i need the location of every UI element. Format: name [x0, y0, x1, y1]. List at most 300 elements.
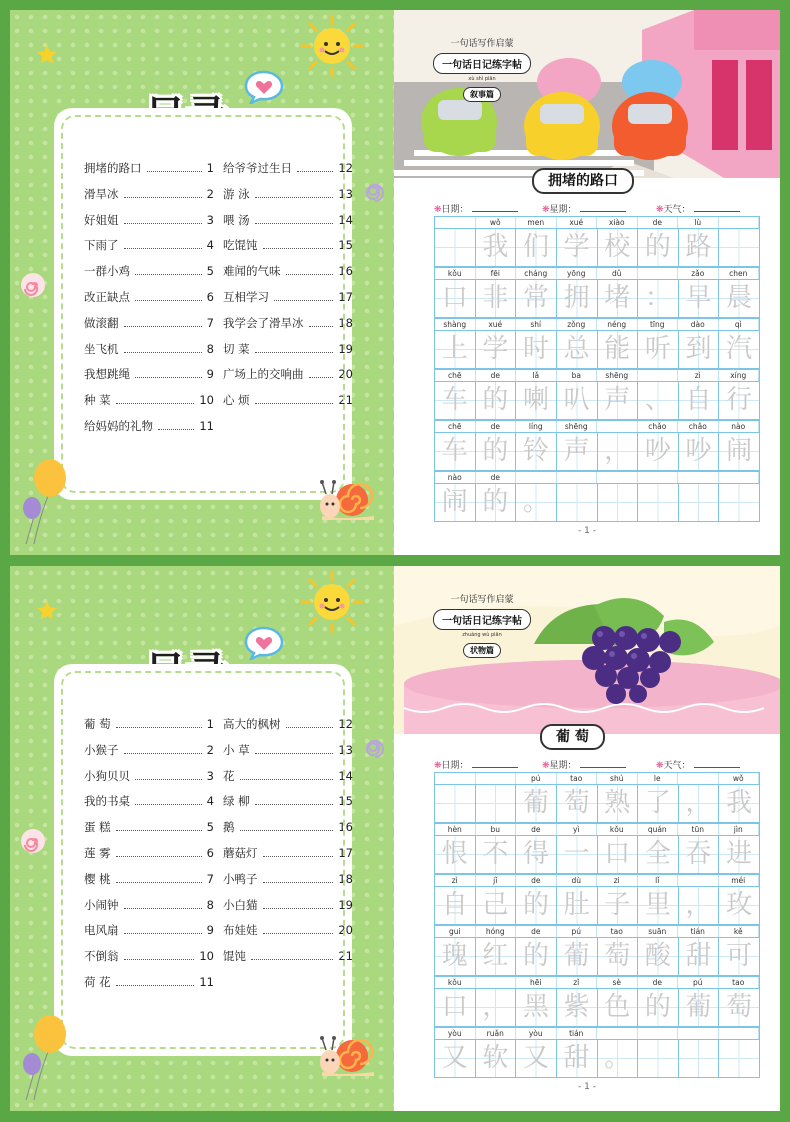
char-cell[interactable]: 上: [435, 331, 476, 368]
char-cell[interactable]: 葡: [557, 938, 598, 975]
pinyin-cell: de: [638, 977, 679, 988]
char-cell[interactable]: 子: [598, 887, 639, 924]
heart-bubble-icon: [244, 626, 284, 660]
char-cell[interactable]: [557, 484, 598, 521]
pinyin-cell: méi: [719, 875, 760, 886]
toc-leader-dots: [255, 797, 334, 805]
pinyin-cell: [597, 1028, 638, 1039]
char-row: [434, 432, 760, 471]
pinyin-cell: [678, 1028, 719, 1039]
pinyin-cell: lǎ: [516, 370, 557, 381]
char-cell[interactable]: ：: [638, 280, 679, 317]
toc-entry[interactable]: [223, 845, 353, 861]
char-cell[interactable]: [719, 229, 759, 266]
toc-entry-page: 3: [206, 768, 214, 783]
toc-entry-title: 互相学习: [223, 290, 269, 304]
toc-leader-dots: [116, 823, 202, 831]
category-badge: 叙事篇: [463, 87, 501, 102]
toc-entry[interactable]: [223, 922, 353, 938]
char-cell[interactable]: 声: [598, 382, 639, 419]
pinyin-cell: tián: [678, 926, 719, 937]
toc-entry-page: 9: [206, 923, 214, 938]
char-cell[interactable]: 熟: [598, 785, 639, 822]
char-cell[interactable]: 的: [516, 887, 557, 924]
pinyin-cell: jǐ: [476, 875, 517, 886]
pinyin-cell: ba: [557, 370, 598, 381]
char-cell[interactable]: 玫: [719, 887, 759, 924]
toc-leader-dots: [286, 267, 334, 275]
toc-entry[interactable]: [223, 160, 353, 176]
char-cell[interactable]: 早: [679, 280, 720, 317]
page-number: - 1 -: [578, 1082, 596, 1092]
char-cell[interactable]: 自: [679, 382, 720, 419]
toc-entry[interactable]: [223, 237, 353, 253]
char-row: [434, 1039, 760, 1078]
toc-entry-page: 14: [338, 212, 353, 227]
char-cell[interactable]: 喇: [516, 382, 557, 419]
char-cell[interactable]: 的: [638, 229, 679, 266]
sun-icon: [300, 14, 364, 78]
char-cell[interactable]: [638, 1040, 679, 1077]
toc-entry[interactable]: [84, 819, 214, 835]
pinyin-row: [434, 267, 760, 279]
char-cell[interactable]: [435, 229, 476, 266]
char-cell[interactable]: 吞: [679, 836, 720, 873]
toc-entry[interactable]: [223, 793, 353, 809]
pinyin-cell: xué: [476, 319, 517, 330]
snail-icon: [318, 476, 378, 522]
toc-entry[interactable]: [84, 897, 214, 913]
toc-entry[interactable]: [84, 793, 214, 809]
toc-entry[interactable]: [84, 768, 214, 784]
toc-leader-dots: [297, 164, 333, 172]
lesson-page: [394, 10, 780, 555]
toc-entry[interactable]: [84, 263, 214, 279]
pinyin-cell: nào: [719, 421, 760, 432]
char-cell[interactable]: 口: [598, 836, 639, 873]
char-cell[interactable]: 堵: [598, 280, 639, 317]
char-cell[interactable]: [638, 484, 679, 521]
toc-entry-page: 9: [206, 367, 214, 382]
pinyin-cell: cháng: [516, 268, 557, 279]
pinyin-cell: chen: [719, 268, 760, 279]
char-cell[interactable]: 又: [435, 1040, 476, 1077]
pinyin-cell: dǔ: [597, 268, 638, 279]
char-cell[interactable]: 吵: [638, 433, 679, 470]
char-cell[interactable]: 闹: [719, 433, 759, 470]
char-cell[interactable]: 总: [557, 331, 598, 368]
pinyin-cell: [557, 472, 598, 483]
week-field[interactable]: ❋星期：: [542, 202, 626, 215]
pinyin-cell: [678, 472, 719, 483]
pinyin-cell: zǐ: [557, 977, 598, 988]
char-cell[interactable]: 叭: [557, 382, 598, 419]
week-label: 星期：: [549, 761, 577, 771]
char-cell[interactable]: 我: [476, 229, 517, 266]
char-cell[interactable]: 铃: [516, 433, 557, 470]
toc-leader-dots: [255, 746, 334, 754]
brand-title: 一句话日记练字帖: [433, 609, 531, 630]
toc-entry-page: 19: [338, 897, 353, 912]
char-cell[interactable]: 路: [679, 229, 720, 266]
char-cell[interactable]: [679, 1040, 720, 1077]
date-field[interactable]: ❋日期：: [434, 202, 518, 215]
char-cell[interactable]: 进: [719, 836, 759, 873]
pinyin-cell: chē: [435, 421, 476, 432]
toc-entry-title: 荷 花: [84, 975, 111, 989]
swirl-icon: [362, 732, 388, 758]
toc-entry-page: 13: [338, 742, 353, 757]
char-cell[interactable]: 全: [638, 836, 679, 873]
toc-entry-page: 21: [338, 393, 353, 408]
pinyin-row: [434, 976, 760, 988]
toc-entry-title: 鹅: [223, 820, 235, 835]
toc-leader-dots: [124, 952, 195, 960]
toc-entry-page: 2: [206, 742, 214, 757]
char-cell[interactable]: 可: [719, 938, 759, 975]
toc-entry[interactable]: [84, 186, 214, 202]
char-cell[interactable]: 口: [435, 989, 476, 1026]
char-cell[interactable]: ，: [598, 433, 639, 470]
swirl-icon: [20, 272, 46, 298]
char-cell[interactable]: 紫: [557, 989, 598, 1026]
toc-entry-title: 蛋 糕: [84, 820, 111, 835]
grid-row: [434, 772, 760, 823]
char-cell[interactable]: 萄: [719, 989, 759, 1026]
pinyin-cell: tián: [557, 1028, 598, 1039]
char-cell[interactable]: 车: [435, 433, 476, 470]
heart-bubble-icon: [244, 70, 284, 104]
toc-leader-dots: [116, 849, 202, 857]
char-cell[interactable]: 到: [679, 331, 720, 368]
char-cell[interactable]: 能: [598, 331, 639, 368]
char-cell[interactable]: 吵: [679, 433, 720, 470]
toc-card: [54, 108, 352, 500]
toc-entry-title: 切 菜: [223, 341, 250, 356]
char-row: [434, 330, 760, 369]
toc-leader-dots: [251, 952, 333, 960]
balloon-icon: [14, 456, 74, 546]
char-cell[interactable]: 我: [719, 785, 759, 822]
toc-leader-dots: [255, 345, 334, 353]
toc-entry[interactable]: [84, 922, 214, 938]
char-cell[interactable]: 车: [435, 382, 476, 419]
toc-entry[interactable]: [223, 768, 353, 784]
pinyin-cell: [678, 773, 719, 784]
pinyin-cell: kǒu: [597, 824, 638, 835]
writing-grid[interactable]: [434, 216, 760, 522]
toc-entry[interactable]: [84, 212, 214, 228]
char-cell[interactable]: [719, 484, 759, 521]
char-cell[interactable]: 甜: [557, 1040, 598, 1077]
char-cell[interactable]: ，: [476, 989, 517, 1026]
pinyin-cell: shēng: [597, 370, 638, 381]
toc-leader-dots: [147, 164, 202, 172]
toc-leader-dots: [135, 293, 202, 301]
char-cell[interactable]: [679, 484, 720, 521]
pinyin-cell: líng: [516, 421, 557, 432]
char-cell[interactable]: 萄: [557, 785, 598, 822]
page-number: - 1 -: [578, 526, 596, 536]
toc-entry-title: 种 菜: [84, 393, 111, 408]
toc-entry[interactable]: [84, 716, 214, 732]
char-cell[interactable]: ，: [679, 887, 720, 924]
toc-leader-dots: [116, 978, 195, 986]
char-cell[interactable]: [598, 484, 639, 521]
toc-leader-dots: [124, 746, 202, 754]
toc-entry-title: 小狗贝贝: [84, 768, 130, 783]
toc-entry-page: 11: [199, 975, 214, 989]
toc-entry[interactable]: [84, 742, 214, 758]
pinyin-cell: pú: [678, 977, 719, 988]
toc-entry-title: 我想跳绳: [84, 367, 130, 382]
toc-entry[interactable]: [223, 897, 353, 913]
char-cell[interactable]: 闹: [435, 484, 476, 521]
toc-entry-page: 15: [338, 238, 353, 253]
pinyin-cell: lǐ: [638, 875, 679, 886]
toc-entry[interactable]: [223, 742, 353, 758]
snail-icon: [318, 1032, 378, 1078]
toc-entry[interactable]: [84, 160, 214, 176]
week-label: 星期：: [549, 205, 577, 215]
char-cell[interactable]: 学: [476, 331, 517, 368]
char-cell[interactable]: 的: [476, 484, 517, 521]
swirl-icon: [362, 176, 388, 202]
toc-entry[interactable]: [223, 212, 353, 228]
week-field[interactable]: ❋星期：: [542, 758, 626, 771]
char-cell[interactable]: 、: [638, 382, 679, 419]
toc-entry[interactable]: [223, 871, 353, 887]
toc-entry-title: 滑旱冰: [84, 186, 119, 201]
pinyin-cell: [719, 217, 760, 228]
pinyin-cell: yì: [557, 824, 598, 835]
toc-leader-dots: [124, 319, 202, 327]
toc-leader-dots: [124, 345, 202, 353]
char-cell[interactable]: 葡: [516, 785, 557, 822]
toc-entry[interactable]: [223, 341, 353, 357]
char-row: [434, 483, 760, 522]
pinyin-cell: [476, 773, 517, 784]
char-cell[interactable]: 晨: [719, 280, 759, 317]
char-cell[interactable]: 的: [476, 433, 517, 470]
char-cell[interactable]: ，: [679, 785, 720, 822]
toc-entry[interactable]: [84, 974, 214, 990]
char-cell[interactable]: [719, 1040, 759, 1077]
toc-entry[interactable]: [84, 366, 214, 382]
char-cell[interactable]: 了: [638, 785, 679, 822]
toc-entry[interactable]: [84, 418, 214, 434]
toc-leader-dots: [135, 370, 202, 378]
toc-entry[interactable]: [223, 366, 353, 382]
char-cell[interactable]: 口: [435, 280, 476, 317]
grid-row: [434, 1027, 760, 1078]
pinyin-cell: [597, 472, 638, 483]
toc-entry[interactable]: [84, 948, 214, 964]
char-cell[interactable]: 。: [516, 484, 557, 521]
char-cell[interactable]: 酸: [638, 938, 679, 975]
char-cell[interactable]: 不: [476, 836, 517, 873]
balloon-icon: [14, 1012, 74, 1102]
pinyin-cell: hēi: [516, 977, 557, 988]
brand-subtitle: 一句话写作启蒙: [450, 39, 514, 49]
toc-entry[interactable]: [223, 289, 353, 305]
toc-entry[interactable]: [223, 392, 353, 408]
toc-leader-dots: [135, 267, 202, 275]
toc-entry[interactable]: [84, 845, 214, 861]
weather-field[interactable]: ❋天气：: [656, 202, 740, 215]
toc-leader-dots: [263, 849, 334, 857]
pinyin-cell: [719, 472, 760, 483]
toc-entry[interactable]: [84, 315, 214, 331]
toc-leader-dots: [255, 396, 334, 404]
toc-entry-title: 一群小鸡: [84, 264, 130, 279]
toc-entry[interactable]: [84, 871, 214, 887]
char-cell[interactable]: 自: [435, 887, 476, 924]
pinyin-cell: zì: [435, 875, 476, 886]
char-cell[interactable]: 红: [476, 938, 517, 975]
pinyin-cell: tao: [719, 977, 760, 988]
char-cell[interactable]: 非: [476, 280, 517, 317]
pinyin-cell: de: [476, 472, 517, 483]
char-cell[interactable]: 的: [638, 989, 679, 1026]
toc-entry[interactable]: [223, 948, 353, 964]
pinyin-cell: yòu: [516, 1028, 557, 1039]
char-cell[interactable]: 时: [516, 331, 557, 368]
toc-leader-dots: [263, 875, 334, 883]
toc-card: [54, 664, 352, 1056]
char-cell[interactable]: 葡: [679, 989, 720, 1026]
pinyin-cell: chē: [435, 370, 476, 381]
char-row: [434, 228, 760, 267]
pinyin-cell: xiào: [597, 217, 638, 228]
char-cell[interactable]: 拥: [557, 280, 598, 317]
toc-entry-title: 小闹钟: [84, 897, 119, 912]
toc-leader-dots: [309, 370, 334, 378]
char-cell[interactable]: 色: [598, 989, 639, 1026]
char-cell[interactable]: [435, 785, 476, 822]
toc-entry[interactable]: [84, 341, 214, 357]
spread-1: [10, 10, 780, 555]
char-cell[interactable]: 行: [719, 382, 759, 419]
pinyin-cell: xíng: [719, 370, 760, 381]
char-cell[interactable]: 恨: [435, 836, 476, 873]
toc-entry-title: 喂 汤: [223, 212, 250, 227]
toc-entry-page: 1: [206, 717, 214, 731]
toc-entry-page: 15: [338, 794, 353, 809]
toc-leader-dots: [255, 190, 334, 198]
date-field[interactable]: ❋日期：: [434, 758, 518, 771]
char-cell[interactable]: 。: [598, 1040, 639, 1077]
toc-leader-dots: [124, 216, 202, 224]
char-cell[interactable]: 己: [476, 887, 517, 924]
char-cell[interactable]: 学: [557, 229, 598, 266]
category-pinyin: xù shì piān: [468, 76, 496, 82]
toc-entry-page: 4: [206, 794, 214, 809]
toc-entry-page: 2: [206, 186, 214, 201]
pinyin-cell: qì: [719, 319, 760, 330]
toc-entry-page: 10: [199, 949, 214, 964]
char-cell[interactable]: 甜: [679, 938, 720, 975]
toc-leader-dots: [240, 772, 334, 780]
char-cell[interactable]: 又: [516, 1040, 557, 1077]
toc-entry-title: 吃馄饨: [223, 238, 258, 253]
pinyin-cell: le: [638, 773, 679, 784]
char-cell[interactable]: 里: [638, 887, 679, 924]
pinyin-row: [434, 1027, 760, 1039]
char-cell[interactable]: 得: [516, 836, 557, 873]
toc-entry[interactable]: [223, 186, 353, 202]
char-cell[interactable]: 一: [557, 836, 598, 873]
grid-row: [434, 874, 760, 925]
char-cell[interactable]: 常: [516, 280, 557, 317]
brand-title: 一句话日记练字帖: [433, 53, 531, 74]
toc-entry-page: 20: [338, 923, 353, 938]
toc-leader-dots: [286, 720, 334, 728]
toc-entry-title: 高大的枫树: [223, 717, 281, 731]
char-cell[interactable]: 黑: [516, 989, 557, 1026]
char-cell[interactable]: 声: [557, 433, 598, 470]
char-cell[interactable]: 校: [598, 229, 639, 266]
pinyin-cell: zǒng: [557, 319, 598, 330]
toc-entry-title: 馄饨: [223, 949, 246, 964]
toc-entry[interactable]: [223, 315, 353, 331]
toc-entry[interactable]: [84, 392, 214, 408]
pinyin-cell: sè: [597, 977, 638, 988]
weather-field[interactable]: ❋天气：: [656, 758, 740, 771]
toc-entry-page: 10: [199, 393, 214, 408]
char-cell[interactable]: 肚: [557, 887, 598, 924]
char-cell[interactable]: 听: [638, 331, 679, 368]
char-cell[interactable]: 软: [476, 1040, 517, 1077]
pinyin-cell: jìn: [719, 824, 760, 835]
pinyin-cell: yòu: [435, 1028, 476, 1039]
toc-entry[interactable]: [84, 289, 214, 305]
toc-entry-page: 4: [206, 238, 214, 253]
toc-entry[interactable]: [223, 716, 353, 732]
pinyin-cell: quán: [638, 824, 679, 835]
char-cell[interactable]: 萄: [598, 938, 639, 975]
toc-entry-page: 17: [338, 290, 353, 304]
spread-2: [10, 566, 780, 1111]
toc-entry[interactable]: [223, 263, 353, 279]
pinyin-cell: lù: [678, 217, 719, 228]
grid-row: [434, 823, 760, 874]
lesson-title: 拥堵的路口: [532, 168, 634, 194]
char-cell[interactable]: 瑰: [435, 938, 476, 975]
toc-entry-title: 小鸭子: [223, 871, 258, 886]
pinyin-cell: tūn: [678, 824, 719, 835]
char-row: [434, 279, 760, 318]
toc-entry-page: 6: [206, 846, 214, 860]
char-cell[interactable]: 们: [516, 229, 557, 266]
char-cell[interactable]: 的: [516, 938, 557, 975]
toc-entry[interactable]: [223, 819, 353, 835]
char-row: [434, 988, 760, 1027]
char-cell[interactable]: 汽: [719, 331, 759, 368]
toc-leader-dots: [135, 797, 202, 805]
toc-entry[interactable]: [84, 237, 214, 253]
pinyin-cell: néng: [597, 319, 638, 330]
lesson-page: [394, 566, 780, 1111]
pinyin-cell: dào: [678, 319, 719, 330]
pinyin-cell: tao: [557, 773, 598, 784]
char-cell[interactable]: 的: [476, 382, 517, 419]
grid-row: [434, 471, 760, 522]
toc-entry-page: 8: [206, 341, 214, 356]
writing-grid[interactable]: [434, 772, 760, 1078]
char-cell[interactable]: [476, 785, 517, 822]
pinyin-cell: kǒu: [435, 977, 476, 988]
